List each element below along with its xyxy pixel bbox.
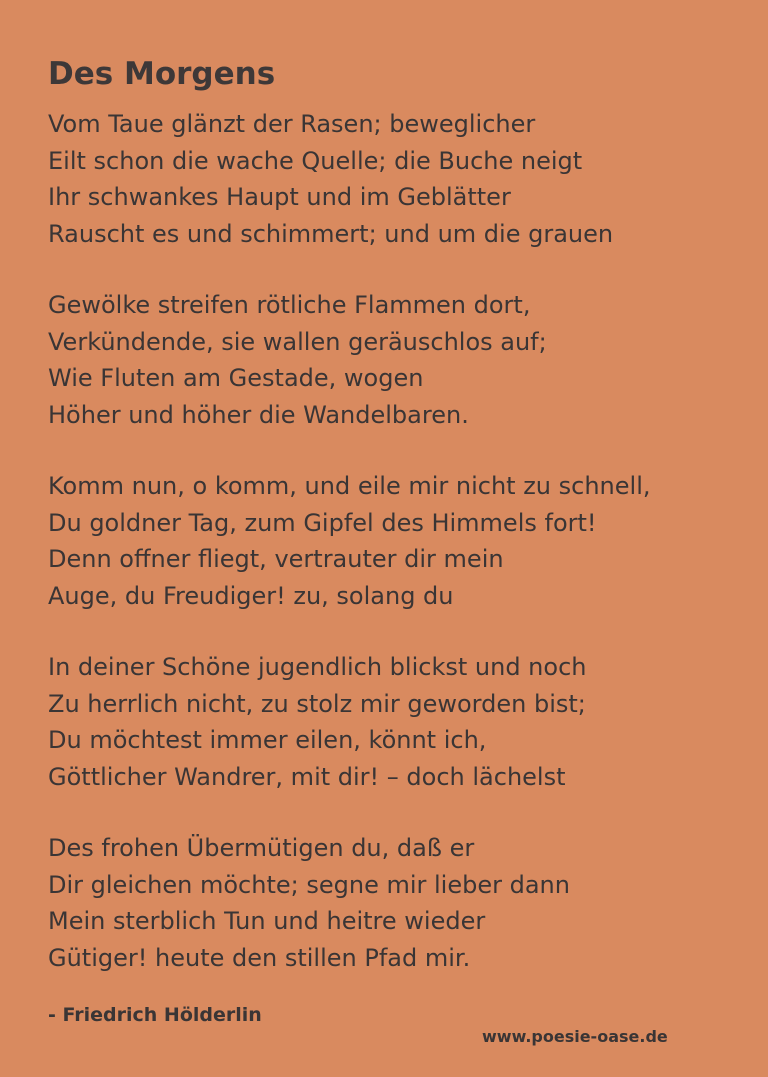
poem-line: Wie Fluten am Gestade, wogen: [48, 364, 424, 392]
poem-line: Göttlicher Wandrer, mit dir! – doch lächelst: [48, 762, 566, 791]
stanza-4: [48, 649, 748, 795]
stanza-3: [48, 468, 748, 614]
poem-line: Vom Taue glänzt der Rasen; beweglicher: [48, 110, 536, 138]
stanza-5: [48, 830, 748, 976]
stanza-1: [48, 106, 748, 252]
poem-author: - Friedrich Hölderlin: [48, 1004, 262, 1026]
website-credit: www.poesie-oase.de: [482, 1027, 668, 1046]
poem-body: [48, 106, 748, 1011]
poem-line: Ihr schwankes Haupt und im Geblätter: [48, 183, 511, 211]
poem-line: Du goldner Tag, zum Gipfel des Himmels fort!: [48, 508, 597, 537]
poem-line: Eilt schon die wache Quelle; die Buche neigt: [48, 146, 583, 175]
stanza-2: [48, 287, 748, 433]
poem-line: Komm nun, o komm, und eile mir nicht zu schnell,: [48, 472, 651, 500]
poem-line: Rauscht es und schimmert; und um die grauen: [48, 219, 614, 248]
poem-line: Zu herrlich nicht, zu stolz mir geworden bist;: [48, 689, 586, 718]
poem-line: Denn offner fliegt, vertrauter dir mein: [48, 545, 504, 573]
poem-line: Höher und höher die Wandelbaren.: [48, 400, 469, 429]
poem-line: In deiner Schöne jugendlich blickst und noch: [48, 653, 587, 681]
poem-line: Des frohen Übermütigen du, daß er: [48, 834, 475, 862]
poem-line: Dir gleichen möchte; segne mir lieber dann: [48, 870, 570, 899]
poem-line: Verkündende, sie wallen geräuschlos auf;: [48, 327, 547, 356]
poem-title: Des Morgens: [48, 56, 276, 92]
poem-line: Gewölke streifen rötliche Flammen dort,: [48, 291, 531, 319]
poem-line: Mein sterblich Tun und heitre wieder: [48, 907, 486, 935]
poem-line: Auge, du Freudiger! zu, solang du: [48, 581, 454, 610]
poem-line: Du möchtest immer eilen, könnt ich,: [48, 726, 487, 754]
poem-line: Gütiger! heute den stillen Pfad mir.: [48, 943, 471, 972]
